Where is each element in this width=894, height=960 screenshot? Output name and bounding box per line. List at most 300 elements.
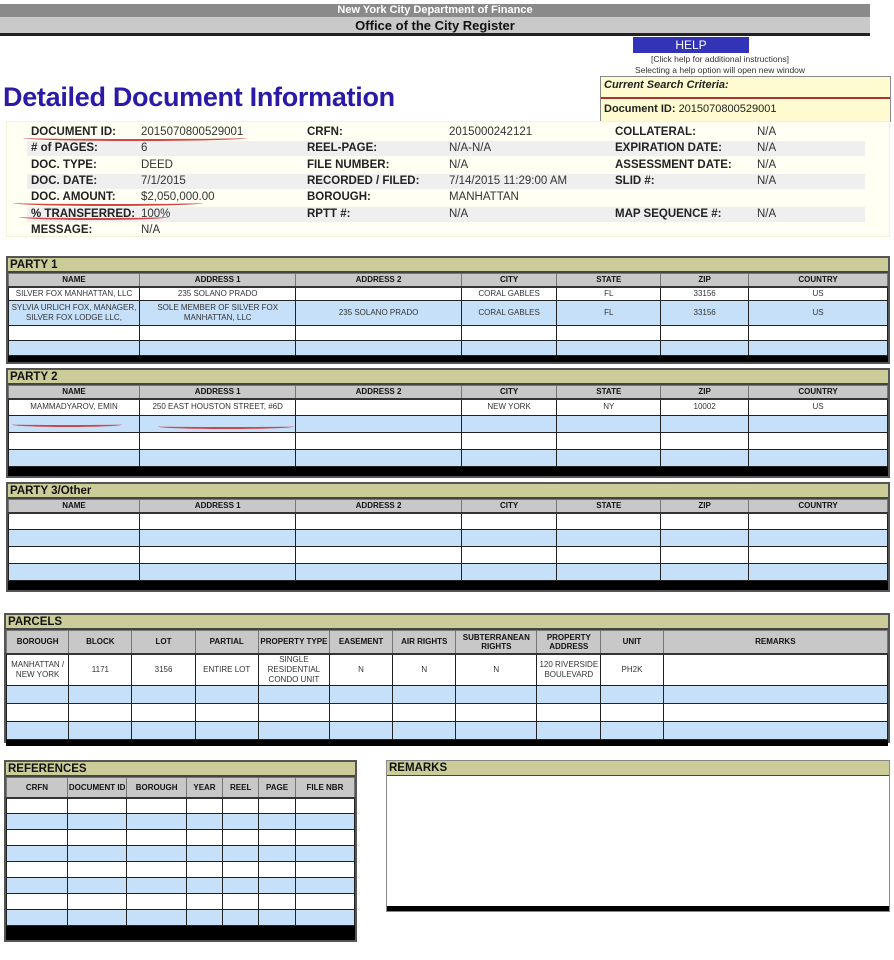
table-cell xyxy=(139,547,295,564)
table-cell xyxy=(461,530,557,547)
table-cell xyxy=(295,798,354,814)
table-cell xyxy=(259,862,296,878)
table-cell xyxy=(7,685,69,703)
table-cell xyxy=(461,564,557,581)
table-cell: CORAL GABLES xyxy=(461,301,557,326)
dept-header: New York City Department of Finance xyxy=(0,4,870,17)
table-cell xyxy=(663,685,887,703)
table-cell xyxy=(69,721,132,739)
table-cell xyxy=(127,862,187,878)
references-footer-bar xyxy=(6,926,355,932)
column-header: ADDRESS 2 xyxy=(296,500,461,513)
party1-section xyxy=(6,256,890,364)
table-cell xyxy=(749,530,888,547)
table-cell: NY xyxy=(557,399,661,416)
annotation-underline xyxy=(12,422,122,427)
table-cell xyxy=(7,703,69,721)
table-cell xyxy=(749,450,888,467)
table-cell xyxy=(139,326,295,341)
table-row xyxy=(9,450,888,467)
info-value: 2015070800529001 xyxy=(141,126,244,138)
column-header: CITY xyxy=(461,386,557,399)
table-cell: 10002 xyxy=(661,399,749,416)
table-cell: CORAL GABLES xyxy=(461,287,557,301)
table-cell xyxy=(537,685,601,703)
table-cell xyxy=(296,530,461,547)
table-cell: ENTIRE LOT xyxy=(195,654,258,686)
column-header: ADDRESS 2 xyxy=(296,274,461,287)
table-cell xyxy=(127,846,187,862)
table-row xyxy=(7,830,355,846)
column-header: BOROUGH xyxy=(7,631,69,654)
table-cell: PH2K xyxy=(601,654,663,686)
column-header: AIR RIGHTS xyxy=(393,631,456,654)
table-cell: 3156 xyxy=(132,654,195,686)
table-cell xyxy=(186,878,222,894)
table-cell xyxy=(9,513,140,530)
table-cell xyxy=(749,341,888,356)
table-cell xyxy=(139,564,295,581)
table-cell: US xyxy=(749,399,888,416)
column-header: COUNTRY xyxy=(749,500,888,513)
table-cell xyxy=(537,721,601,739)
info-label: MAP SEQUENCE #: xyxy=(615,207,722,220)
table-cell xyxy=(749,416,888,433)
table-cell xyxy=(296,564,461,581)
table-cell xyxy=(461,341,557,356)
table-cell xyxy=(67,862,127,878)
table-cell xyxy=(127,830,187,846)
table-cell xyxy=(393,685,456,703)
table-cell xyxy=(295,862,354,878)
column-header: DOCUMENT ID xyxy=(67,778,127,798)
table-cell: MANHATTAN / NEW YORK xyxy=(7,654,69,686)
table-cell xyxy=(461,433,557,450)
table-cell: MAMMADYAROV, EMIN xyxy=(9,399,140,416)
table-cell xyxy=(661,450,749,467)
column-header: UNIT xyxy=(601,631,663,654)
table-cell xyxy=(295,830,354,846)
table-cell xyxy=(296,547,461,564)
table-cell: 250 EAST HOUSTON STREET, #6D xyxy=(139,399,295,416)
table-cell: SILVER FOX MANHATTAN, LLC xyxy=(9,287,140,301)
info-value: N/A xyxy=(449,207,469,220)
table-cell: FL xyxy=(557,301,661,326)
criteria-document-id xyxy=(601,99,890,119)
remarks-footer-bar xyxy=(387,906,889,911)
table-cell: SYLVIA URLICH FOX, MANAGER, SILVER FOX LODGE LLC, xyxy=(9,301,140,326)
table-row xyxy=(9,301,888,326)
table-row xyxy=(7,846,355,862)
criteria-title: Current Search Criteria: xyxy=(601,77,890,99)
table-row xyxy=(7,721,888,739)
table-cell xyxy=(195,685,258,703)
table-cell xyxy=(259,830,296,846)
party1-table xyxy=(8,273,888,356)
table-cell xyxy=(195,721,258,739)
info-label: REEL-PAGE: xyxy=(307,142,378,155)
references-section xyxy=(4,760,357,942)
info-value: N/A xyxy=(449,158,469,171)
criteria-label: Document ID: xyxy=(604,103,676,115)
info-label: DOCUMENT ID: xyxy=(31,126,116,138)
annotation-underline xyxy=(158,424,294,429)
party3-section xyxy=(6,482,890,592)
parcels-title: PARCELS xyxy=(6,615,888,630)
party3-footer-bar xyxy=(8,581,888,587)
table-row xyxy=(7,685,888,703)
table-cell xyxy=(296,513,461,530)
table-row xyxy=(7,862,355,878)
table-cell xyxy=(127,814,187,830)
info-label: COLLATERAL: xyxy=(615,126,696,138)
office-header: Office of the City Register xyxy=(0,17,870,36)
table-cell xyxy=(223,910,259,926)
table-cell xyxy=(186,910,222,926)
parcels-table xyxy=(6,630,888,740)
table-cell xyxy=(663,654,887,686)
annotation-underline xyxy=(23,135,247,141)
table-cell xyxy=(186,830,222,846)
column-header: ADDRESS 1 xyxy=(139,500,295,513)
table-row xyxy=(9,433,888,450)
table-cell xyxy=(296,416,461,433)
table-header-row xyxy=(7,631,888,654)
info-value: N/A xyxy=(757,142,777,155)
table-row xyxy=(9,513,888,530)
table-cell xyxy=(393,721,456,739)
table-cell xyxy=(661,326,749,341)
table-cell: N xyxy=(393,654,456,686)
info-label: CRFN: xyxy=(307,126,343,138)
info-value: N/A xyxy=(757,158,777,171)
column-header: REMARKS xyxy=(663,631,887,654)
table-cell xyxy=(69,703,132,721)
party2-table xyxy=(8,385,888,467)
table-cell xyxy=(661,341,749,356)
info-value: DEED xyxy=(141,158,173,171)
table-cell xyxy=(259,894,296,910)
table-header-row xyxy=(7,778,355,798)
info-value: N/A xyxy=(757,126,777,138)
table-cell xyxy=(461,513,557,530)
info-value: N/A xyxy=(757,207,777,220)
table-row xyxy=(9,530,888,547)
info-value: 7/14/2015 11:29:00 AM xyxy=(449,174,568,187)
table-cell xyxy=(9,326,140,341)
table-cell xyxy=(7,894,68,910)
party3-title: PARTY 3/Other xyxy=(8,484,888,499)
table-row xyxy=(9,326,888,341)
table-cell xyxy=(749,326,888,341)
table-cell xyxy=(139,341,295,356)
info-label: ASSESSMENT DATE: xyxy=(615,158,732,171)
table-cell xyxy=(557,326,661,341)
table-cell xyxy=(7,814,68,830)
table-row xyxy=(7,910,355,926)
table-cell xyxy=(329,685,392,703)
column-header: COUNTRY xyxy=(749,386,888,399)
table-cell xyxy=(223,846,259,862)
table-cell xyxy=(461,416,557,433)
column-header: PARTIAL xyxy=(195,631,258,654)
table-row xyxy=(7,703,888,721)
parcels-footer-bar xyxy=(6,740,888,746)
table-cell xyxy=(9,433,140,450)
table-cell xyxy=(661,547,749,564)
table-cell xyxy=(296,450,461,467)
table-cell xyxy=(7,798,68,814)
table-cell xyxy=(7,721,69,739)
table-cell xyxy=(296,433,461,450)
table-cell xyxy=(223,830,259,846)
table-row xyxy=(9,564,888,581)
column-header: STATE xyxy=(557,274,661,287)
column-header: NAME xyxy=(9,500,140,513)
column-header: COUNTRY xyxy=(749,274,888,287)
column-header: PAGE xyxy=(259,778,296,798)
table-header-row xyxy=(9,500,888,513)
table-cell xyxy=(601,721,663,739)
column-header: NAME xyxy=(9,274,140,287)
info-label: DOC. AMOUNT: xyxy=(31,191,116,204)
remarks-section xyxy=(386,760,890,912)
party2-section xyxy=(6,368,890,478)
table-cell xyxy=(223,894,259,910)
info-label: FILE NUMBER: xyxy=(307,158,390,171)
page-title: Detailed Document Information xyxy=(3,82,395,112)
info-value: $2,050,000.00 xyxy=(141,191,215,204)
table-cell: 33156 xyxy=(661,287,749,301)
table-cell xyxy=(295,894,354,910)
column-header: BOROUGH xyxy=(127,778,187,798)
info-value: N/A xyxy=(757,174,777,187)
criteria-value: 2015070800529001 xyxy=(678,103,777,115)
table-cell xyxy=(258,685,329,703)
info-label: SLID #: xyxy=(615,174,655,187)
table-cell: N xyxy=(456,654,537,686)
table-cell xyxy=(557,564,661,581)
table-cell xyxy=(132,685,195,703)
table-cell xyxy=(393,703,456,721)
table-cell xyxy=(132,721,195,739)
remarks-title: REMARKS xyxy=(387,761,889,776)
table-cell xyxy=(749,547,888,564)
help-note-line2: Selecting a help option will open new window xyxy=(634,65,806,75)
table-cell xyxy=(132,703,195,721)
table-cell xyxy=(557,450,661,467)
info-row-bg xyxy=(27,141,865,156)
table-cell xyxy=(296,341,461,356)
info-label: # of PAGES: xyxy=(31,142,98,155)
table-row xyxy=(9,547,888,564)
column-header: ADDRESS 1 xyxy=(139,386,295,399)
table-row xyxy=(9,341,888,356)
table-cell: SOLE MEMBER OF SILVER FOX MANHATTAN, LLC xyxy=(139,301,295,326)
references-title: REFERENCES xyxy=(6,762,355,777)
table-cell xyxy=(296,399,461,416)
table-cell xyxy=(9,530,140,547)
info-value: 6 xyxy=(141,142,148,155)
table-cell xyxy=(67,830,127,846)
table-row xyxy=(7,894,355,910)
column-header: NAME xyxy=(9,386,140,399)
info-value: MANHATTAN xyxy=(449,191,519,204)
table-cell xyxy=(9,547,140,564)
info-label: MESSAGE: xyxy=(31,223,93,236)
table-cell xyxy=(223,878,259,894)
table-cell xyxy=(661,433,749,450)
table-cell xyxy=(67,846,127,862)
info-value: N/A-N/A xyxy=(449,142,492,155)
table-cell xyxy=(295,846,354,862)
info-value: N/A xyxy=(141,223,161,236)
table-cell xyxy=(9,450,140,467)
table-cell xyxy=(601,703,663,721)
table-cell xyxy=(296,287,461,301)
table-cell xyxy=(69,685,132,703)
column-header: ZIP xyxy=(661,500,749,513)
table-cell xyxy=(7,830,68,846)
column-header: CITY xyxy=(461,274,557,287)
info-label: RPTT #: xyxy=(307,207,351,220)
table-cell xyxy=(186,894,222,910)
table-row xyxy=(9,416,888,433)
table-cell xyxy=(186,798,222,814)
column-header: REEL xyxy=(223,778,259,798)
column-header: ZIP xyxy=(661,386,749,399)
table-cell xyxy=(258,721,329,739)
table-cell: 33156 xyxy=(661,301,749,326)
table-cell xyxy=(186,862,222,878)
table-cell xyxy=(186,814,222,830)
table-cell xyxy=(537,703,601,721)
column-header: STATE xyxy=(557,386,661,399)
party1-footer-bar xyxy=(8,356,888,362)
table-cell: US xyxy=(749,301,888,326)
table-cell xyxy=(7,878,68,894)
help-button[interactable]: HELP xyxy=(633,37,749,53)
info-value: 7/1/2015 xyxy=(141,174,186,187)
table-cell xyxy=(127,878,187,894)
info-label: BOROUGH: xyxy=(307,191,371,204)
table-cell xyxy=(295,910,354,926)
table-row xyxy=(9,399,888,416)
table-cell: 1171 xyxy=(69,654,132,686)
info-value: 2015000242121 xyxy=(449,126,533,138)
table-cell xyxy=(295,814,354,830)
party3-table xyxy=(8,499,888,581)
table-cell xyxy=(557,530,661,547)
table-cell xyxy=(557,341,661,356)
table-cell xyxy=(67,910,127,926)
table-cell xyxy=(139,433,295,450)
table-cell xyxy=(296,326,461,341)
table-cell xyxy=(127,910,187,926)
table-row xyxy=(7,654,888,686)
table-cell xyxy=(456,685,537,703)
table-row xyxy=(7,798,355,814)
table-cell: SINGLE RESIDENTIAL CONDO UNIT xyxy=(258,654,329,686)
column-header: YEAR xyxy=(186,778,222,798)
document-info-panel xyxy=(6,121,890,237)
column-header: ADDRESS 1 xyxy=(139,274,295,287)
column-header: FILE NBR xyxy=(295,778,354,798)
table-cell xyxy=(461,326,557,341)
table-cell xyxy=(258,703,329,721)
table-header-row xyxy=(9,274,888,287)
column-header: STATE xyxy=(557,500,661,513)
table-cell: FL xyxy=(557,287,661,301)
table-cell: NEW YORK xyxy=(461,399,557,416)
table-cell xyxy=(749,433,888,450)
table-cell xyxy=(259,846,296,862)
table-cell xyxy=(7,862,68,878)
table-cell xyxy=(329,703,392,721)
help-note xyxy=(600,54,840,76)
table-cell xyxy=(456,721,537,739)
column-header: CRFN xyxy=(7,778,68,798)
table-cell xyxy=(223,798,259,814)
table-cell xyxy=(67,798,127,814)
table-cell xyxy=(259,910,296,926)
party2-title: PARTY 2 xyxy=(8,370,888,385)
table-cell xyxy=(67,814,127,830)
table-cell: 120 RIVERSIDE BOULEVARD xyxy=(537,654,601,686)
column-header: LOT xyxy=(132,631,195,654)
table-row xyxy=(7,814,355,830)
column-header: ADDRESS 2 xyxy=(296,386,461,399)
table-cell xyxy=(259,878,296,894)
table-cell xyxy=(139,513,295,530)
table-cell: US xyxy=(749,287,888,301)
search-criteria-box xyxy=(600,76,891,122)
table-cell xyxy=(661,564,749,581)
table-row xyxy=(7,878,355,894)
table-cell xyxy=(557,416,661,433)
column-header: ZIP xyxy=(661,274,749,287)
table-row xyxy=(9,287,888,301)
table-cell xyxy=(127,894,187,910)
table-cell xyxy=(259,798,296,814)
annotation-underline xyxy=(19,214,169,220)
table-cell xyxy=(9,341,140,356)
table-cell xyxy=(557,513,661,530)
table-cell xyxy=(663,721,887,739)
column-header: CITY xyxy=(461,500,557,513)
table-cell xyxy=(139,450,295,467)
table-cell: 235 SOLANO PRADO xyxy=(139,287,295,301)
table-cell xyxy=(557,433,661,450)
column-header: PROPERTY ADDRESS xyxy=(537,631,601,654)
references-table xyxy=(6,777,355,926)
info-value: 100% xyxy=(141,207,171,220)
table-cell xyxy=(329,721,392,739)
table-cell: 235 SOLANO PRADO xyxy=(296,301,461,326)
table-header-row xyxy=(9,386,888,399)
table-cell xyxy=(295,878,354,894)
annotation-underline xyxy=(13,200,203,206)
table-cell xyxy=(461,547,557,564)
table-cell xyxy=(461,450,557,467)
party2-footer-bar xyxy=(8,467,888,473)
info-label: DOC. DATE: xyxy=(31,174,98,187)
table-cell xyxy=(7,910,68,926)
table-cell xyxy=(186,846,222,862)
table-cell xyxy=(223,814,259,830)
table-cell xyxy=(663,703,887,721)
column-header: BLOCK xyxy=(69,631,132,654)
